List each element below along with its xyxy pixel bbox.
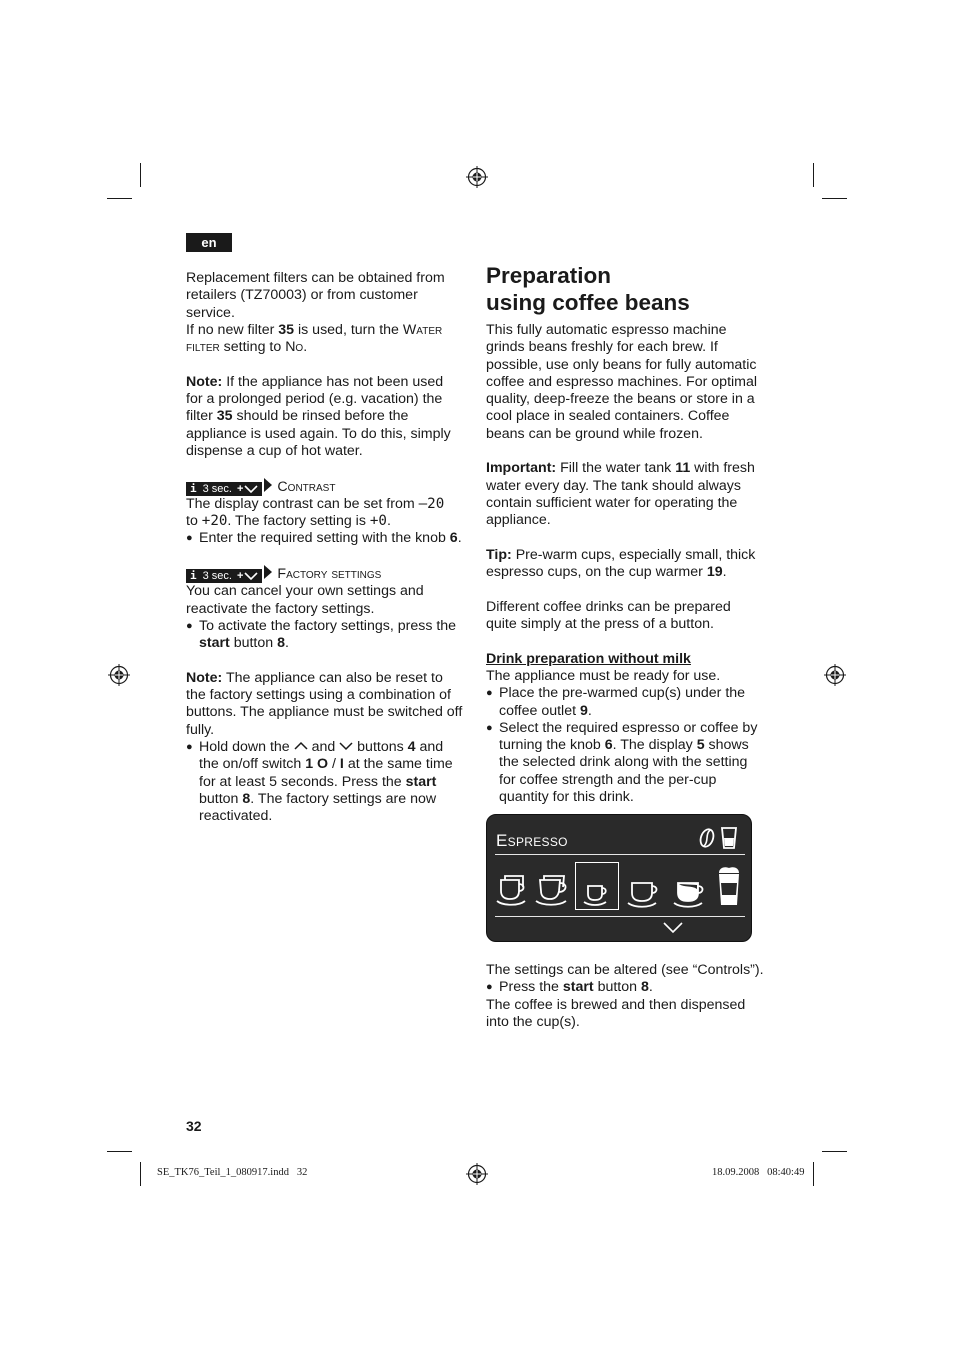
intro-paragraph — [486, 322, 776, 443]
paragraph — [486, 668, 776, 685]
section-heading — [486, 651, 776, 668]
part-number: 8 — [277, 635, 285, 652]
text: To activate the factory settings, press the — [199, 617, 457, 634]
note-paragraph — [186, 670, 476, 739]
paragraph — [486, 997, 786, 1032]
chevron-down-icon — [244, 484, 258, 494]
display-drink-title: Espresso — [496, 831, 568, 850]
text-line: Replacement filters can be obtained from — [186, 270, 445, 286]
part-number: 6 — [604, 737, 613, 754]
note-label: Note: — [186, 669, 223, 686]
crop-mark — [107, 1151, 132, 1152]
factory-settings-heading: Factory settings — [277, 566, 382, 583]
text: dispense a cup of hot water. — [186, 442, 363, 459]
menu-seconds: 3 sec. — [202, 570, 232, 583]
drink-preparation-heading: Drink preparation without milk — [486, 650, 691, 667]
text: . The factory settings are now — [250, 790, 437, 807]
crop-mark — [107, 198, 132, 199]
text: fully. — [186, 721, 215, 738]
crop-mark — [813, 163, 814, 187]
crop-mark — [813, 1162, 814, 1186]
text: / — [328, 756, 340, 773]
part-number: 5 — [696, 737, 705, 754]
tip-label: Tip: — [486, 546, 512, 563]
bullet-item — [486, 685, 776, 720]
text: The appliance must be ready for use. — [486, 667, 721, 684]
text: Different coffee drinks can be prepared — [486, 598, 731, 615]
espresso-cup-icon — [581, 878, 613, 908]
text: and — [307, 739, 340, 756]
part-number: 11 — [675, 460, 691, 477]
crop-mark — [140, 163, 141, 187]
text: If no new filter — [186, 321, 279, 338]
paragraph — [186, 270, 476, 322]
note-paragraph — [186, 374, 476, 460]
text-line: possible, use only beans for fully automatic — [486, 356, 757, 373]
important-label: Important: — [486, 460, 557, 477]
cappuccino-cup-icon — [673, 875, 709, 909]
text-line: service. — [186, 304, 235, 321]
text: the on/off switch — [199, 756, 306, 773]
bullet-item — [486, 979, 786, 996]
bullet-item — [186, 739, 476, 825]
contrast-max-value: +20 — [201, 513, 228, 530]
after-display-text — [486, 962, 786, 1031]
machine-display — [486, 814, 752, 942]
text: at the same time — [343, 756, 453, 773]
page-number: 32 — [186, 1118, 202, 1134]
paragraph — [486, 599, 776, 634]
info-icon: i — [190, 569, 197, 583]
text: quite simply at the press of a button. — [486, 616, 714, 633]
switch-label: I — [339, 756, 344, 773]
text-line: This fully automatic espresso machine — [486, 322, 727, 338]
part-number: 8 — [640, 979, 649, 996]
text: You can cancel your own settings and — [186, 583, 424, 600]
chevron-down-icon — [244, 571, 258, 581]
footer-file-name: SE_TK76_Teil_1_080917.indd 32 — [157, 1167, 308, 1178]
paragraph — [186, 322, 476, 357]
text: buttons. The appliance must be switched off — [186, 704, 463, 721]
part-number: 35 — [216, 408, 233, 425]
registration-mark-icon — [466, 166, 488, 188]
cup-quantity-icon — [719, 825, 739, 851]
coffee-cup-icon — [627, 875, 663, 909]
text: Hold down the — [199, 739, 294, 756]
text: . — [587, 702, 592, 719]
footer-timestamp: 18.09.2008 08:40:49 — [712, 1167, 805, 1178]
chevron-up-icon — [294, 741, 308, 751]
text: for coffee strength and the per-cup — [499, 771, 717, 788]
spacer — [486, 443, 776, 460]
contrast-heading: Contrast — [277, 478, 336, 495]
text: Fill the water tank — [556, 460, 676, 477]
text-line: cool place in sealed containers. Coffee — [486, 408, 730, 425]
part-number: 35 — [278, 321, 295, 338]
text: and — [415, 739, 444, 756]
left-column — [186, 270, 476, 826]
chevron-down-icon — [663, 921, 683, 934]
button-name: start — [562, 979, 594, 996]
setting-value: No — [285, 339, 304, 356]
spacer — [186, 460, 476, 477]
text: buttons — [353, 739, 408, 756]
crop-mark — [822, 1151, 847, 1152]
coffee-bean-icon — [699, 827, 715, 849]
text: . The display — [612, 737, 697, 754]
menu-shortcut-chip — [186, 569, 262, 583]
info-icon: i — [190, 481, 197, 495]
spacer — [186, 548, 476, 565]
switch-label: 1 O — [305, 756, 329, 773]
text-line: quality, deep-freeze the beans or store in a — [486, 391, 755, 408]
tip-paragraph — [486, 547, 776, 582]
bullet-item — [186, 530, 476, 547]
text: Press the — [499, 979, 563, 996]
text: . — [648, 979, 653, 996]
text: The appliance can also be reset to — [222, 669, 443, 686]
text: to — [186, 513, 202, 530]
right-column — [486, 322, 776, 806]
text: . — [722, 564, 727, 581]
spacer — [486, 633, 776, 650]
registration-mark-icon — [466, 1163, 488, 1185]
latte-glass-icon — [715, 865, 743, 909]
contrast-heading-line — [186, 478, 476, 496]
language-tag: en — [186, 233, 232, 252]
text: appliance is used again. To do this, simply — [186, 425, 451, 442]
display-divider — [495, 854, 745, 855]
part-number: 9 — [579, 702, 588, 719]
text: espresso cups, on the cup warmer — [486, 564, 707, 581]
important-paragraph — [486, 460, 776, 529]
text: button — [199, 790, 243, 807]
button-name: start — [405, 773, 437, 790]
registration-mark-icon — [824, 664, 846, 686]
contrast-default-value: +0 — [369, 513, 387, 530]
plus-symbol: + — [236, 570, 244, 583]
part-number: 4 — [407, 739, 416, 756]
text: the factory settings using a combination of — [186, 687, 451, 704]
setting-name: Water — [402, 321, 443, 338]
crop-mark — [822, 198, 847, 199]
text: . — [386, 513, 391, 530]
text: The coffee is brewed and then dispensed — [486, 996, 746, 1013]
text: quantity for this drink. — [499, 789, 634, 806]
text: the selected drink along with the setting — [499, 754, 748, 771]
spacer — [186, 356, 476, 373]
text: filter — [186, 408, 217, 425]
text: Select the required espresso or coffee by — [499, 719, 758, 736]
plus-symbol: + — [236, 482, 244, 495]
display-divider — [495, 916, 745, 917]
paragraph — [486, 962, 786, 979]
spacer — [486, 530, 776, 547]
text: is used, turn the — [294, 321, 403, 338]
text: Place the pre-warmed cup(s) under the — [499, 685, 746, 702]
part-number: 8 — [242, 790, 251, 807]
contrast-min-value: –20 — [418, 495, 445, 512]
text: reactivate the factory settings. — [186, 600, 375, 617]
text: Enter the required setting with the knob — [199, 530, 450, 547]
text: The display contrast can be set from — [186, 495, 419, 512]
note-label: Note: — [186, 373, 223, 390]
bullet-item — [486, 720, 776, 806]
title-line: using coffee beans — [486, 289, 690, 315]
text: . — [285, 635, 289, 652]
spacer — [486, 581, 776, 598]
text-line: retailers (TZ70003) or from customer — [186, 287, 418, 304]
setting-name: filter — [186, 339, 220, 356]
text: for at least 5 seconds. Press the — [199, 773, 406, 790]
spacer — [186, 653, 476, 670]
text-line: beans can be ground while frozen. — [486, 425, 703, 442]
text: with fresh — [690, 460, 755, 477]
paragraph — [186, 496, 476, 531]
text: setting to — [219, 339, 286, 356]
text: water every day. The tank should always — [486, 477, 741, 494]
text: . — [457, 530, 462, 547]
title-line: Preparation — [486, 263, 612, 288]
arrow-right-icon — [264, 478, 272, 492]
crop-mark — [140, 1162, 141, 1186]
chevron-down-icon — [339, 741, 353, 751]
bullet-item — [186, 618, 476, 653]
text: . — [303, 339, 308, 356]
text: turning the knob — [499, 737, 605, 754]
button-name: start — [199, 635, 230, 652]
menu-shortcut-chip — [186, 482, 262, 496]
text: If the appliance has not been used — [222, 373, 444, 390]
text: shows — [704, 737, 749, 754]
text: coffee outlet — [499, 702, 580, 719]
text: appliance. — [486, 512, 551, 529]
text: into the cup(s). — [486, 1013, 580, 1030]
part-number: 19 — [706, 564, 723, 581]
text: . The factory setting is — [227, 513, 370, 530]
text-line: coffee and espresso machines. For optimal — [486, 373, 758, 390]
text: for a prolonged period (e.g. vacation) the — [186, 391, 443, 408]
paragraph — [186, 583, 476, 618]
text-line: grinds beans freshly for each brew. If — [486, 339, 718, 356]
arrow-right-icon — [264, 565, 272, 579]
text: Pre-warm cups, especially small, thick — [511, 546, 756, 563]
text: button — [229, 635, 278, 652]
page-title — [486, 263, 690, 316]
mug-double-icon — [535, 873, 571, 909]
menu-seconds: 3 sec. — [202, 482, 232, 495]
text: reactivated. — [199, 808, 273, 825]
text: contain sufficient water for operating the — [486, 494, 738, 511]
cup-double-icon — [495, 873, 531, 909]
text: The settings can be altered (see “Controls”). — [486, 962, 764, 978]
text: button — [593, 979, 641, 996]
factory-heading-line — [186, 565, 476, 583]
text: should be rinsed before the — [232, 408, 409, 425]
part-number: 6 — [449, 530, 458, 547]
registration-mark-icon — [108, 664, 130, 686]
